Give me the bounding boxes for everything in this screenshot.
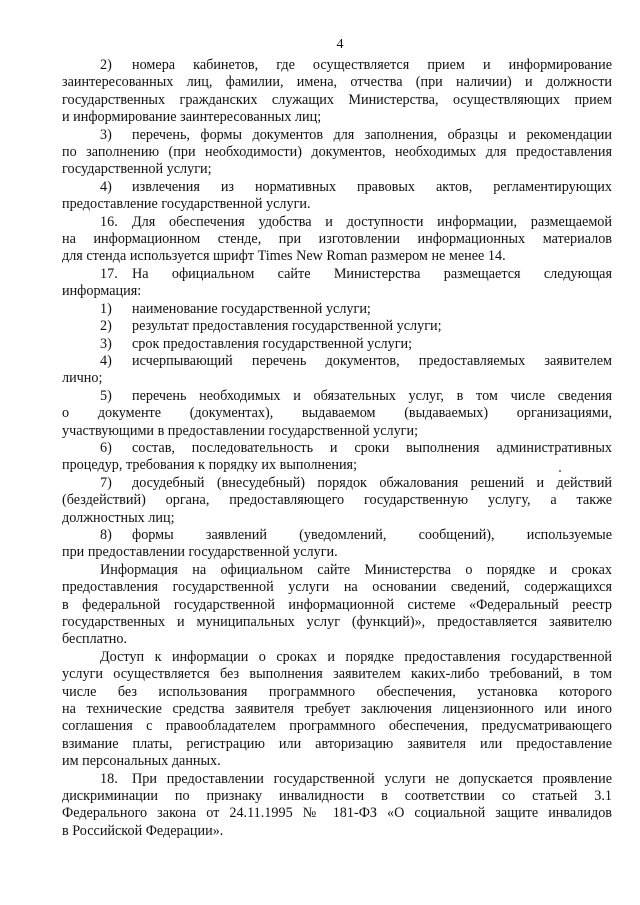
paragraph: [62, 127, 612, 179]
paragraph-last-line: процедур, требования к порядку их выполнения;: [62, 457, 358, 474]
item-text: Информация на официальном сайте Министерства о порядке и сроках: [100, 561, 612, 578]
paragraph-line: по заполнению (при необходимости) документов, необходимых для предоставления: [62, 144, 612, 161]
item-number: 17.: [100, 265, 118, 282]
paragraph-line: государственных и муниципальных услуг (функций)», предоставляется заявителю: [62, 614, 612, 630]
item-text: перечень необходимых и обязательных услуг, в том числе сведения: [132, 387, 612, 404]
paragraph-first-line: [62, 214, 612, 231]
page-number: 4: [336, 37, 344, 52]
paragraph-line: предоставления государственной услуги на основании сведений, содержащихся: [62, 579, 612, 596]
paragraph-first-line: [62, 388, 612, 405]
item-number: 2): [100, 57, 112, 73]
item-number: 4): [100, 178, 112, 195]
item-text: результат предоставления государственной услуги;: [132, 318, 442, 335]
paragraph-last-line: должностных лиц;: [62, 509, 175, 526]
paragraph: [62, 57, 612, 127]
paragraph-first-line: [62, 527, 612, 544]
item-text: формы заявлений (уведомлений, сообщений), используемые: [132, 526, 612, 543]
paragraph-line: на технические средства заявителя требует заключения лицензионного или иного: [62, 701, 612, 718]
paragraph: [62, 214, 612, 266]
paragraph-first-line: [62, 440, 612, 457]
item-number: 4): [100, 352, 112, 369]
paragraph: [62, 388, 612, 440]
paragraph: [62, 301, 612, 318]
paragraph-first-line: [62, 179, 612, 196]
paragraph-line: (бездействий) органа, предоставляющего государственную услугу, а также: [62, 492, 612, 509]
item-number: 2): [100, 318, 112, 335]
paragraph-last-line: предоставление государственной услуги.: [62, 196, 311, 213]
paragraph-line: о документе (документах), выдаваемом (выдаваемых) организациями,: [62, 405, 612, 422]
item-text: срок предоставления государственной услуги;: [132, 335, 413, 352]
paragraph: [62, 266, 612, 301]
paragraph-last-line: для стенда используется шрифт Times New Roman размером не менее 14.: [62, 248, 506, 265]
paragraph-last-line: участвующими в предоставлении государственной услуги;: [62, 422, 419, 439]
paragraph-first-line: [62, 301, 612, 318]
paragraph-line: государственных гражданских служащих Министерства, осуществляющих прием: [62, 91, 612, 108]
item-number: 8): [100, 526, 112, 543]
item-text: исчерпывающий перечень документов, предоставляемых заявителем: [132, 352, 612, 369]
paragraph: [62, 336, 612, 353]
item-number: 18.: [100, 770, 118, 787]
paragraph-first-line: [62, 266, 612, 283]
paragraph: [62, 527, 612, 562]
document-body: [62, 57, 612, 840]
item-text: извлечения из нормативных правовых актов, регламентирующих: [132, 178, 612, 195]
paragraph-first-line: [62, 771, 612, 788]
paragraph-first-line: [62, 336, 612, 353]
paragraph-first-line: [62, 57, 612, 74]
paragraph: [62, 318, 612, 335]
paragraph: [62, 771, 612, 841]
paragraph-line: заинтересованных лиц, фамилии, имена, отчества (при наличии) и должности: [62, 74, 612, 91]
paragraph-line: дискриминации по признаку инвалидности в соответствии со статьей 3.1: [62, 788, 612, 805]
paragraph: [62, 440, 612, 475]
item-text: Для обеспечения удобства и доступности информации, размещаемой: [132, 213, 612, 230]
item-text: досудебный (внесудебный) порядок обжалования решений и действий: [132, 474, 612, 491]
item-number: 1): [100, 300, 112, 317]
item-number: 3): [100, 335, 112, 352]
paragraph-first-line: [62, 649, 612, 666]
scan-speck: [559, 470, 561, 472]
paragraph-first-line: [62, 127, 612, 144]
paragraph: [62, 475, 612, 527]
item-number: 6): [100, 439, 112, 456]
item-text: перечень, формы документов для заполнения, образцы и рекомендации: [132, 126, 612, 143]
paragraph-last-line: при предоставлении государственной услуги.: [62, 544, 338, 561]
paragraph-line: в федеральной государственной информационной системе «Федеральный реестр: [62, 596, 612, 613]
paragraph-first-line: [62, 562, 612, 579]
paragraph-last-line: информация:: [62, 283, 142, 300]
paragraph: [62, 353, 612, 388]
paragraph-line: соглашения с правообладателем программного обеспечения, предусматривающего: [62, 718, 612, 735]
item-text: номера кабинетов, где осуществляется прием и информирование: [132, 57, 612, 73]
paragraph: [62, 562, 612, 649]
paragraph-last-line: и информирование заинтересованных лиц;: [62, 109, 322, 126]
item-text: На официальном сайте Министерства размещается следующая: [132, 265, 612, 282]
paragraph-line: услуги осуществляется без выполнения заявителем каких-либо требований, в том: [62, 666, 612, 683]
paragraph-last-line: государственной услуги;: [62, 161, 212, 178]
paragraph-line: взимание платы, регистрацию или авторизацию заявителя или предоставление: [62, 735, 612, 752]
paragraph-last-line: лично;: [62, 370, 103, 387]
paragraph: [62, 649, 612, 771]
paragraph-line: числе без использования программного обеспечения, установка которого: [62, 683, 612, 700]
paragraph: [62, 179, 612, 214]
paragraph-first-line: [62, 318, 612, 335]
item-number: 7): [100, 474, 112, 491]
paragraph-first-line: [62, 353, 612, 370]
item-number: 16.: [100, 213, 118, 230]
paragraph-first-line: [62, 475, 612, 492]
paragraph-line: на информационном стенде, при изготовлении информационных материалов: [62, 231, 612, 248]
item-text: При предоставлении государственной услуги не допускается проявление: [132, 770, 612, 787]
item-text: состав, последовательность и сроки выполнения административных: [132, 439, 612, 456]
paragraph-line: Федерального закона от 24.11.1995 № 181-ФЗ «О социальной защите инвалидов: [62, 805, 612, 822]
item-text: Доступ к информации о сроках и порядке предоставления государственной: [100, 648, 612, 665]
item-number: 5): [100, 387, 112, 404]
paragraph-last-line: бесплатно.: [62, 631, 128, 648]
paragraph-last-line: им персональных данных.: [62, 753, 221, 770]
item-text: наименование государственной услуги;: [132, 300, 371, 317]
paragraph-last-line: в Российской Федерации».: [62, 822, 224, 839]
item-number: 3): [100, 126, 112, 143]
